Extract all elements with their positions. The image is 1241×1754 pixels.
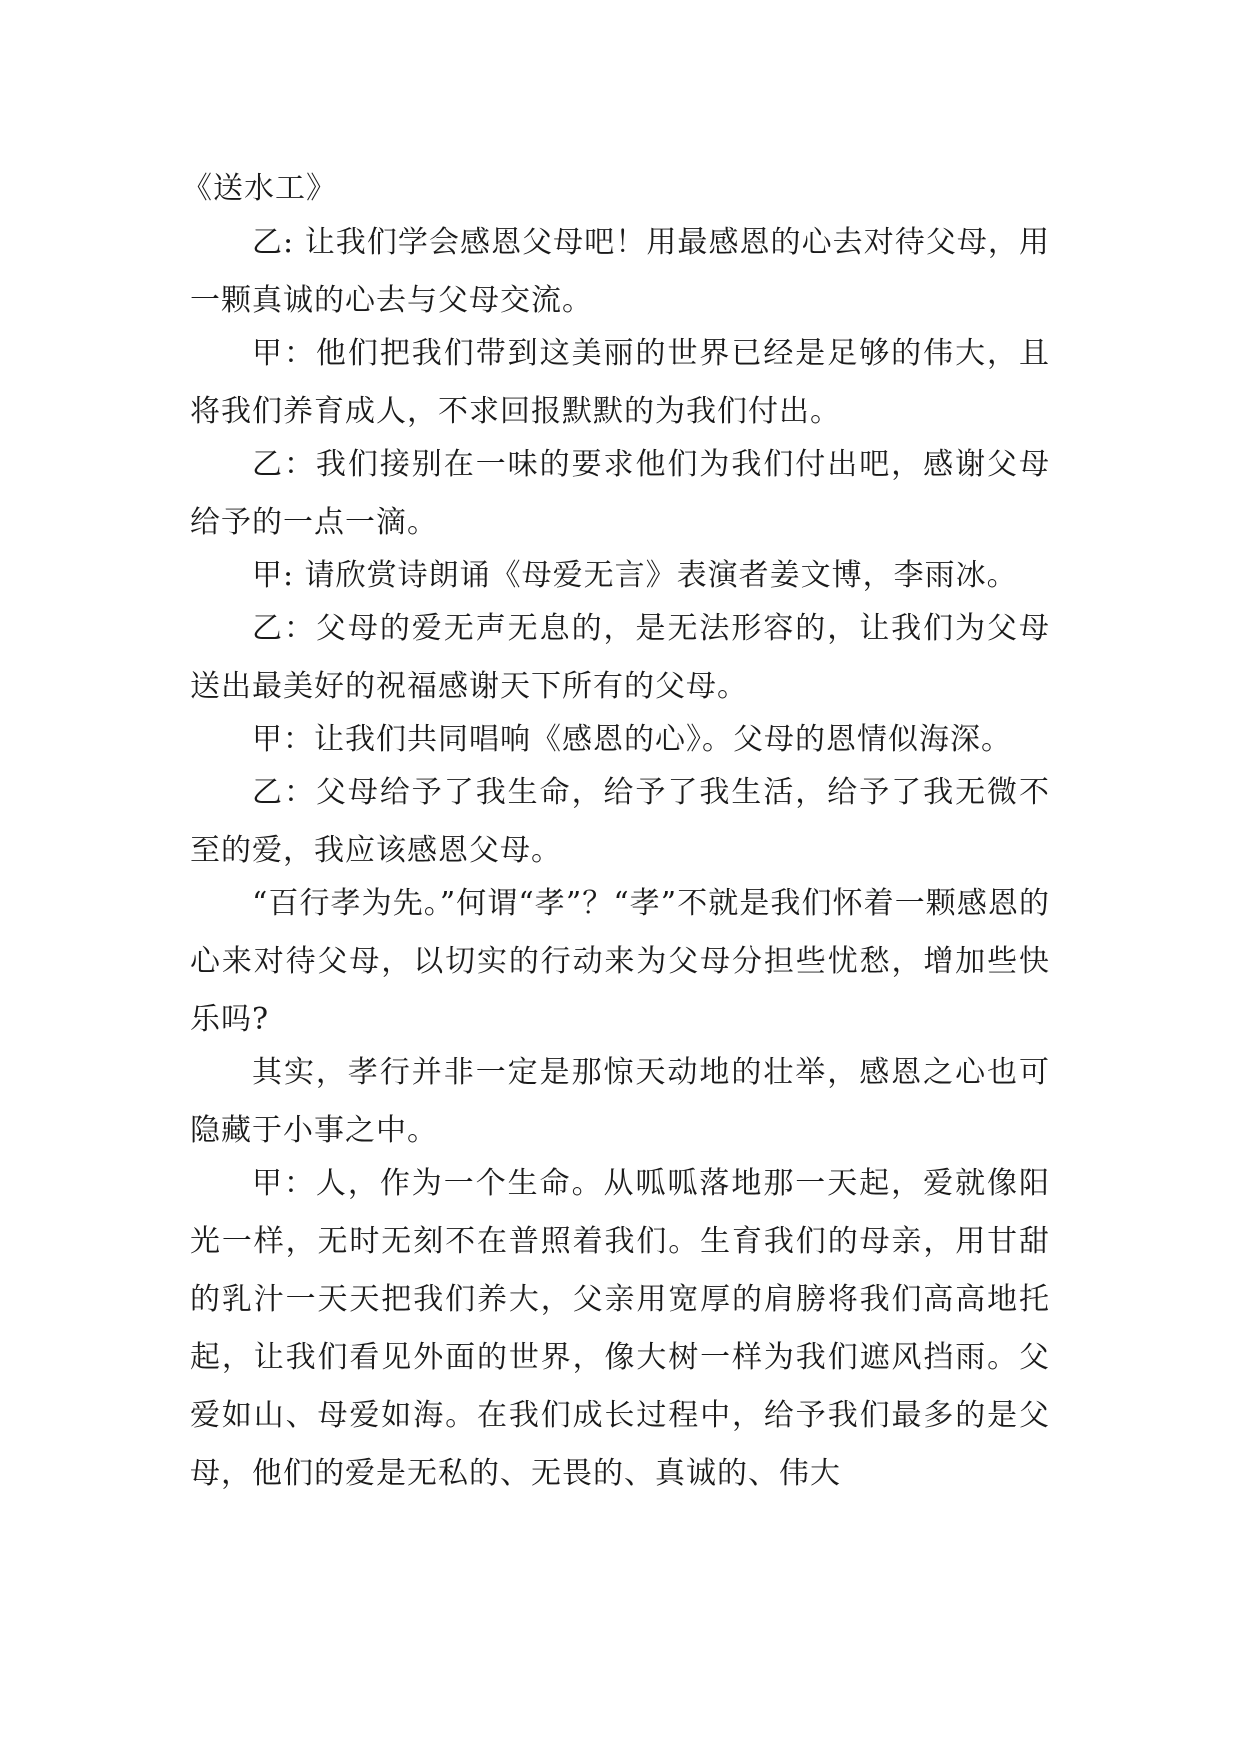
document-body — [182, 160, 1050, 1498]
paragraph: 乙：我们接别在一味的要求他们为我们付出吧，感谢父母给予的一点一滴。 — [190, 447, 1050, 540]
paragraph: 乙：父母的爱无声无息的，是无法形容的，让我们为父母送出最美好的祝福感谢天下所有的父母。 — [190, 611, 1050, 704]
paragraph: 乙: 让我们学会感恩父母吧！用最感恩的心去对待父母，用一颗真诚的心去与父母交流。 — [190, 225, 1050, 318]
paragraph: 甲：人，作为一个生命。从呱呱落地那一天起，爱就像阳光一样，无时无刻不在普照着我们。生育我们的母亲，用甘甜的乳汁一天天把我们养大，父亲用宽厚的肩膀将我们高高地托起，让我们看见外面的世界，像大树一样为我们遮风挡雨。父爱如山、母爱如海。在我们成长过程中，给予我们最多的是父母，他们的爱是无私的、无畏的、真诚的、伟大 — [190, 1166, 1050, 1491]
paragraph: “百行孝为先。”何谓“孝”？“孝”不就是我们怀着一颗感恩的心来对待父母，以切实的行动来为父母分担些忧愁，增加些快乐吗? — [190, 886, 1050, 1037]
document-title: 《送水工》 — [182, 171, 337, 206]
paragraph: 其实，孝行并非一定是那惊天动地的壮举，感恩之心也可隐藏于小事之中。 — [190, 1055, 1050, 1148]
paragraph: 乙：父母给予了我生命，给予了我生活，给予了我无微不至的爱，我应该感恩父母。 — [190, 775, 1050, 868]
paragraph: 甲：他们把我们带到这美丽的世界已经是足够的伟大，且将我们养育成人，不求回报默默的为我们付出。 — [190, 336, 1050, 429]
paragraph: 甲：让我们共同唱响《感恩的心》。父母的恩情似海深。 — [252, 722, 1012, 757]
paragraph: 甲: 请欣赏诗朗诵《母爱无言》表演者姜文博，李雨冰。 — [252, 558, 1018, 593]
